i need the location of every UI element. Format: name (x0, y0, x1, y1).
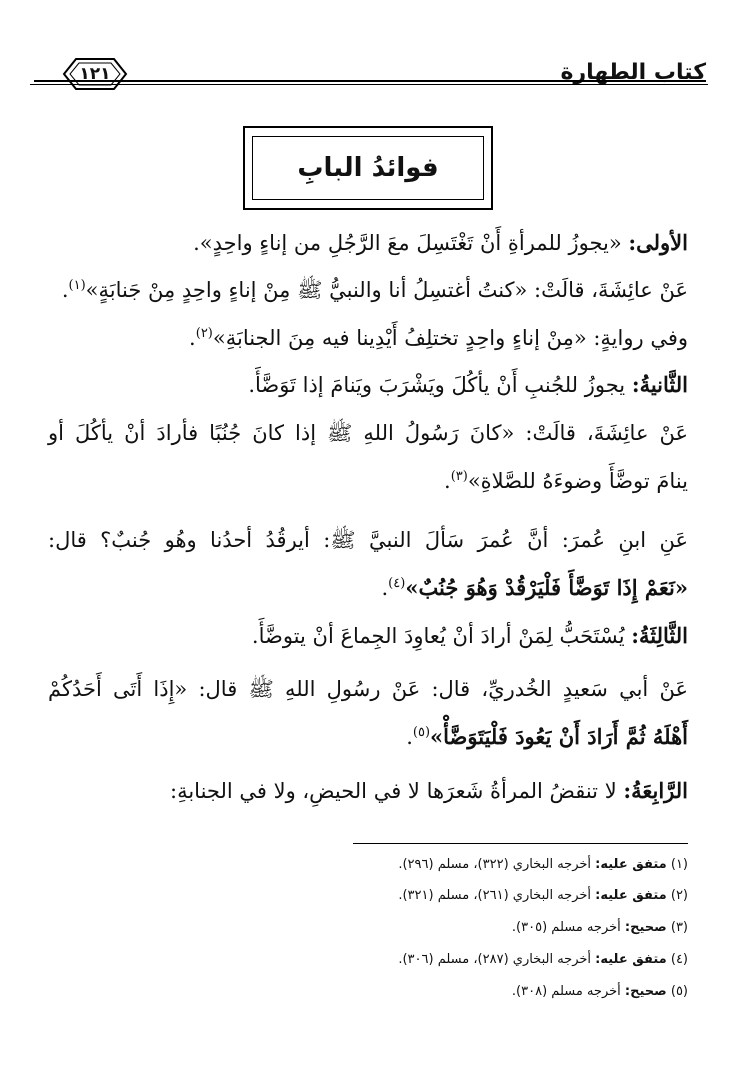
point-label: الرَّابِعَةُ: (623, 778, 688, 803)
footnote-text: أخرجه مسلم (٣٠٥). (511, 920, 625, 935)
line-text: ينامَ توضَّأَ وضوءَهُ للصَّلاةِ» (467, 469, 688, 493)
point-label: الأولى: (628, 230, 688, 255)
body-line (193, 227, 688, 259)
footnote-separator (353, 843, 688, 844)
header-rule (34, 80, 706, 82)
footnote-number: (٢) (670, 888, 688, 903)
footnote (512, 918, 688, 938)
body-line (248, 369, 688, 401)
footnote-text: أخرجه البخاري (٢٨٧)، مسلم (٣٠٦). (398, 952, 596, 967)
footnote-grade: صحيح: (624, 984, 667, 999)
line-text: يجوزُ للجُنبِ أَنْ يأكُلَ ويَشْرَبَ ويَنامَ إذا تَوَضَّأَ. (248, 373, 632, 397)
section-title: فوائدُ البابِ (297, 153, 439, 183)
header-rule-thin (30, 84, 708, 85)
line-text: عَنْ عائِشَةَ، قالَتْ: «كنتُ أغتسِلُ أنا والنبيُّ ﷺ مِنْ إناءٍ واحِدٍ مِنْ جَنابَةٍ» (85, 278, 688, 302)
footnote-ref: (١) (68, 278, 86, 293)
footnote-text: أخرجه البخاري (٢٦١)، مسلم (٣٢١). (398, 888, 596, 903)
book-title: كتاب الطهارة (560, 60, 706, 85)
body-line (252, 620, 688, 652)
line-tail: . (381, 576, 389, 600)
footnote (512, 982, 688, 1002)
line-text: وفي روايةٍ: «مِنْ إناءٍ واحِدٍ تختلِفُ أَيْدِينا فيه مِنَ الجنابَةِ» (212, 326, 688, 350)
line-text: يُسْتَحَبُّ لِمَنْ أرادَ أنْ يُعاوِدَ الجِماعَ أنْ يتوضَّأَ. (251, 624, 632, 648)
line-text: لا تنقضُ المرأةُ شَعرَها لا في الحيضِ، ولا في الجنابةِ: (170, 779, 624, 803)
footnote-ref: (٣) (450, 469, 468, 484)
line-tail: . (189, 326, 196, 350)
footnote (398, 855, 688, 875)
page-number: ١٢١ (79, 64, 111, 84)
footnote-grade: صحيح: (624, 920, 667, 935)
footnote (398, 886, 688, 906)
line-text: «يجوزُ للمرأةِ أَنْ تَغْتَسِلَ معَ الرَّجُلِ من إناءٍ واحِدٍ». (193, 231, 629, 255)
hadith-text: «نَعَمْ إِذَا تَوَضَّأَ فَلْيَرْقُدْ وَهُوَ جُنُبٌ» (405, 575, 688, 600)
body-line (62, 274, 688, 306)
body-line (381, 572, 688, 604)
footnote-grade: متفق عليه: (595, 857, 667, 872)
body-line (170, 775, 688, 807)
footnote-ref: (٤) (388, 576, 406, 591)
footnote (398, 950, 688, 970)
footnote-number: (٥) (670, 984, 688, 999)
footnote-number: (٤) (670, 952, 688, 967)
footnote-ref: (٥) (412, 725, 431, 740)
line-text: عَنِ ابنِ عُمرَ: أنَّ عُمرَ سَألَ النبيَّ ﷺ: أيرقُدُ أحدُنا وهُو جُنبٌ؟ قال: (48, 528, 688, 552)
body-line (48, 524, 688, 556)
line-tail: . (444, 469, 451, 493)
body-line (189, 322, 688, 354)
line-tail: . (406, 725, 413, 749)
line-tail: . (61, 278, 69, 302)
point-label: الثَّانيةُ: (631, 372, 688, 397)
footnote-number: (١) (670, 857, 688, 872)
hadith-text: أَهْلَهُ ثُمَّ أَرَادَ أَنْ يَعُودَ فَلْيَتَوَضَّأْ» (430, 724, 688, 749)
body-line (444, 465, 688, 497)
footnote-text: أخرجه البخاري (٣٢٢)، مسلم (٢٩٦). (398, 857, 596, 872)
footnote-grade: متفق عليه: (595, 888, 667, 903)
page-number-frame (62, 57, 128, 91)
footnote-number: (٣) (670, 920, 688, 935)
line-text: عَنْ أبي سَعيدٍ الخُدريِّ، قال: عَنْ رسُولِ اللهِ ﷺ قال: «إِذَا أَتَى أَحَدُكُمْ (48, 677, 688, 701)
footnote-text: أخرجه مسلم (٣٠٨). (511, 984, 625, 999)
point-label: الثَّالِثَةُ: (631, 623, 688, 648)
footnote-ref: (٢) (195, 326, 213, 341)
body-line (406, 721, 688, 753)
body-line (48, 673, 688, 705)
footnote-grade: متفق عليه: (595, 952, 667, 967)
line-text: عَنْ عائِشَةَ، قالَتْ: «كانَ رَسُولُ اللهِ ﷺ إذا كانَ جُنُبًا فأرادَ أنْ يأكُلَ أو (48, 421, 688, 445)
body-line (48, 417, 688, 449)
